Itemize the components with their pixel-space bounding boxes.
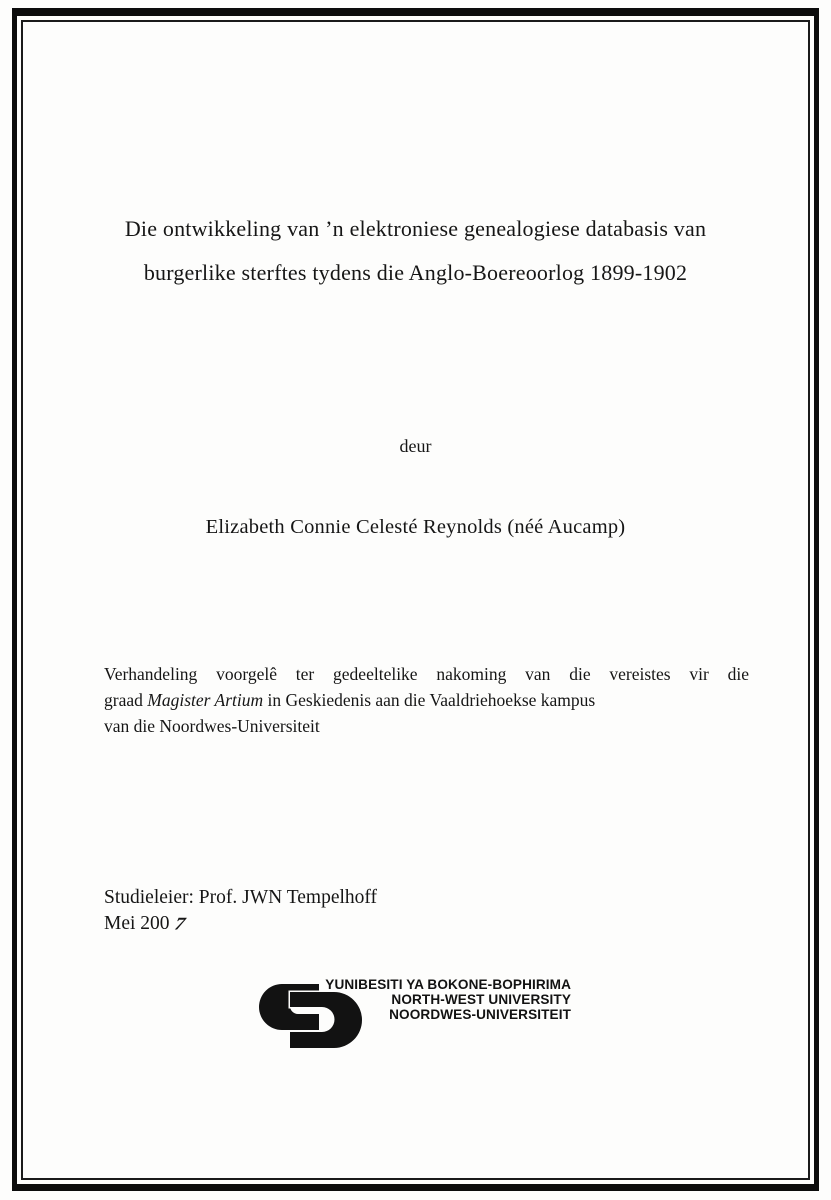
statement-line-3: van die Noordwes-Universiteit	[104, 715, 320, 736]
supervisor-line: Studieleier: Prof. JWN Tempelhoff	[104, 887, 378, 908]
statement-line-2	[104, 688, 749, 714]
logo-text-afrikaans: NOORDWES-UNIVERSITEIT	[389, 1007, 571, 1023]
author-name: Elizabeth Connie Celesté Reynolds (néé Aucamp)	[205, 516, 626, 538]
byline-label: deur	[399, 436, 432, 456]
logo-text-setswana: YUNIBESITI YA BOKONE-BOPHIRIMA	[325, 977, 571, 992]
title-line-1: Die ontwikkeling van ’n elektroniese genealogiese databasis van	[124, 216, 707, 241]
supervisor-block	[104, 885, 377, 936]
degree-statement	[104, 662, 749, 739]
statement-line-1: Verhandeling voorgelê ter gedeeltelike nakoming van die vereistes vir die	[104, 664, 749, 684]
statement-line-2-prefix: graad	[104, 689, 148, 710]
title-line-2: burgerlike sterftes tydens die Anglo-Boereoorlog 1899-1902	[143, 259, 688, 285]
logo-text-english: NORTH-WEST UNIVERSITY	[391, 992, 571, 1008]
statement-line-2-suffix: in Geskiedenis aan die Vaaldriehoekse kampus	[263, 689, 596, 710]
nwu-logo-wordmark	[320, 977, 571, 1023]
date-prefix: Mei 200	[104, 912, 170, 934]
degree-name-italic: Magister Artium	[147, 689, 264, 710]
date-line	[104, 911, 377, 937]
date-last-digit: 7	[170, 914, 189, 934]
thesis-title	[68, 207, 763, 294]
